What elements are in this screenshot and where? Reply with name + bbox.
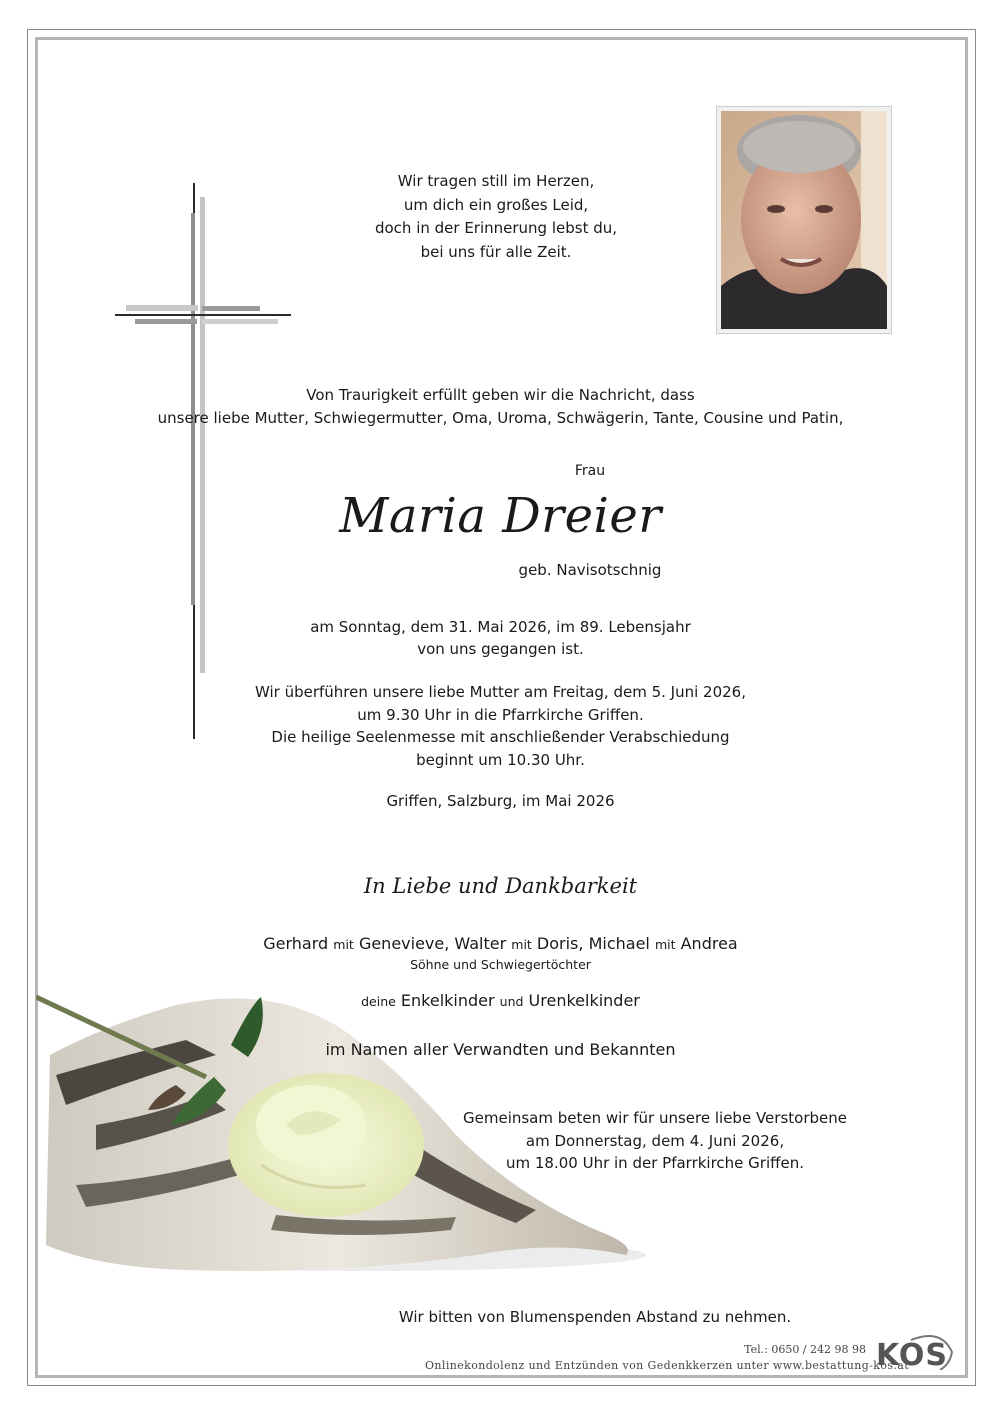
son-name: Michael <box>588 934 650 953</box>
funeral-line: Wir überführen unsere liebe Mutter am Freitag, dem 5. Juni 2026, <box>254 683 746 701</box>
connector-word: mit <box>654 937 676 952</box>
online-condolence-note: Onlinekondolenz und Entzünden von Gedenkkerzen unter www.bestattung-kos.at <box>425 1359 910 1372</box>
deceased-name: Maria Dreier <box>339 488 662 544</box>
spouse-name: Doris, <box>536 934 584 953</box>
death-line: am Sonntag, dem 31. Mai 2026, im 89. Lebensjahr <box>310 618 691 636</box>
intro-line: Von Traurigkeit erfüllt geben wir die Nachricht, dass <box>306 386 695 404</box>
spouse-name: Andrea <box>680 934 738 953</box>
prayer-details <box>240 1107 1001 1175</box>
poem-line: bei uns für alle Zeit. <box>420 242 572 261</box>
intro-line: unsere liebe Mutter, Schwiegermutter, Oma, Uroma, Schwägerin, Tante, Cousine und Patin, <box>157 409 844 427</box>
logo-swoosh-icon <box>906 1330 956 1370</box>
flowers-note: Wir bitten von Blumenspenden Abstand zu nehmen. <box>398 1308 792 1326</box>
birth-name: geb. Navisotschnig <box>518 561 662 579</box>
sons-and-daughters-in-law <box>0 932 1001 957</box>
relatives-line: im Namen aller Verwandten und Bekannten <box>325 1040 676 1059</box>
intro-text <box>0 384 1001 430</box>
portrait-photo <box>716 106 892 334</box>
phone-number: Tel.: 0650 / 242 98 98 <box>744 1343 866 1356</box>
funeral-line: beginnt um 10.30 Uhr. <box>416 750 585 769</box>
connector-word: und <box>499 994 524 1009</box>
grandchildren <box>0 991 1001 1010</box>
poem-line: doch in der Erinnerung lebst du, <box>374 219 618 237</box>
great-grandchildren-label: Urenkelkinder <box>528 991 640 1010</box>
prayer-line: um 18.00 Uhr in der Pfarrkirche Griffen. <box>506 1154 804 1172</box>
poem-line: um dich ein großes Leid, <box>403 195 589 214</box>
grandchildren-prefix: deine <box>361 994 396 1009</box>
funeral-line: Die heilige Seelenmesse mit anschließender Verabschiedung <box>271 728 730 746</box>
son-name: Gerhard <box>263 934 329 953</box>
salutation: Frau <box>574 463 606 479</box>
poem <box>296 170 696 264</box>
relation-label: Söhne und Schwiegertöchter <box>410 957 591 972</box>
funeral-line: um 9.30 Uhr in die Pfarrkirche Griffen. <box>357 705 644 724</box>
poem-line: Wir tragen still im Herzen, <box>397 172 595 190</box>
portrait-image <box>721 111 887 329</box>
connector-word: mit <box>511 937 532 952</box>
death-line: von uns gegangen ist. <box>417 640 584 658</box>
spouse-name: Genevieve, <box>358 934 450 953</box>
kos-logo <box>876 1338 948 1373</box>
death-notice <box>0 616 1001 660</box>
logo-text: KOS <box>876 1338 949 1373</box>
grandchildren-label: Enkelkinder <box>400 991 495 1010</box>
place-date: Griffen, Salzburg, im Mai 2026 <box>386 792 615 810</box>
connector-word: mit <box>333 937 354 952</box>
funeral-details <box>0 681 1001 771</box>
prayer-line: am Donnerstag, dem 4. Juni 2026, <box>525 1131 785 1150</box>
love-heading: In Liebe und Dankbarkeit <box>363 874 638 898</box>
prayer-line: Gemeinsam beten wir für unsere liebe Verstorbene <box>463 1109 847 1127</box>
son-name: Walter <box>454 934 507 953</box>
